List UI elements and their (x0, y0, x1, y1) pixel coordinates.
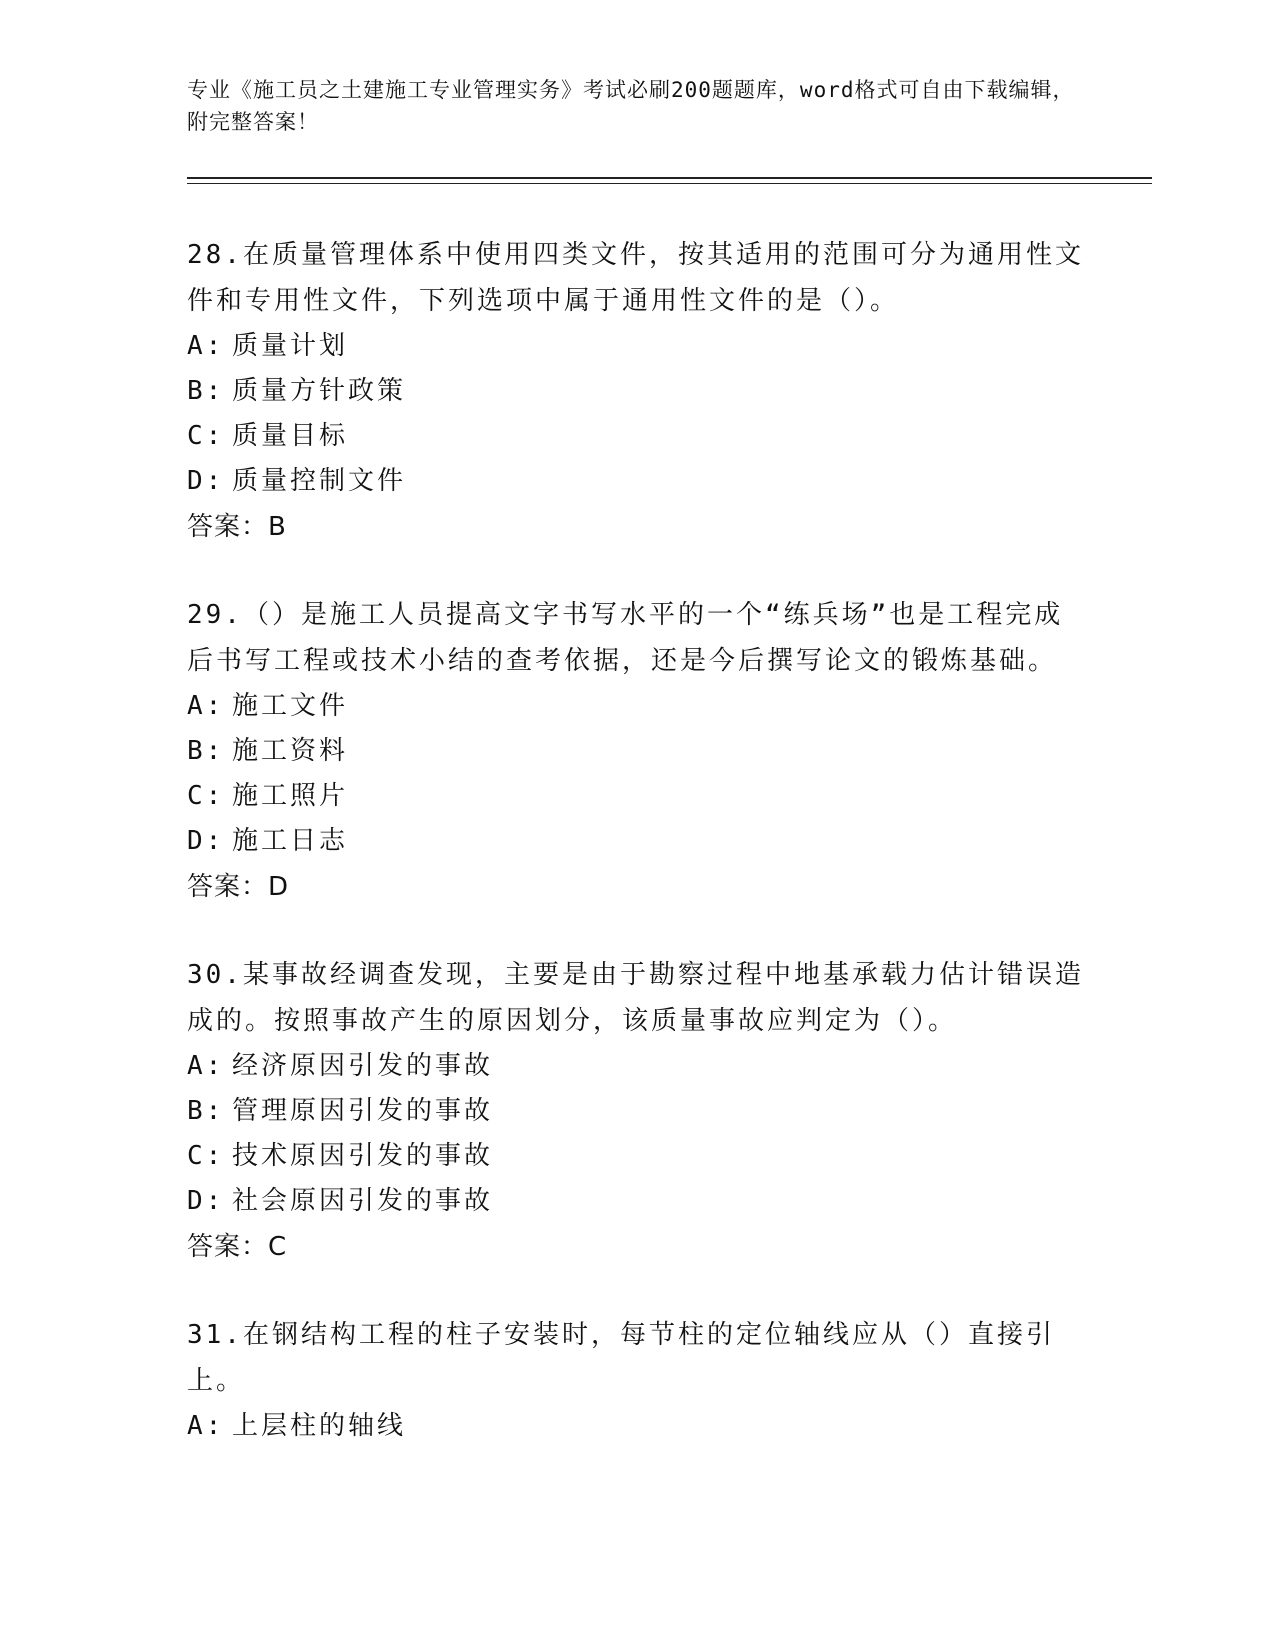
option-letter: D: (187, 1186, 225, 1216)
question-30 (187, 952, 1087, 1270)
option-letter: B: (187, 736, 225, 766)
answer-line: 答案：C (187, 1232, 288, 1262)
header-divider-thick (187, 177, 1152, 179)
option-list (187, 684, 1087, 864)
option-letter: C: (187, 1141, 225, 1171)
option-text: 质量目标 (232, 421, 349, 451)
option-a (187, 1044, 1087, 1089)
option-text: 管理原因引发的事故 (232, 1096, 494, 1126)
answer-line: 答案：D (187, 872, 290, 902)
question-stem: 30.某事故经调查发现，主要是由于勘察过程中地基承载力估计错误造成的。按照事故产生的原因划分，该质量事故应判定为（）。 (187, 960, 1084, 1036)
option-text: 质量计划 (232, 331, 349, 361)
option-letter: A: (187, 1411, 225, 1441)
option-text: 经济原因引发的事故 (232, 1051, 494, 1081)
option-text: 施工文件 (232, 691, 349, 721)
option-a (187, 1404, 1087, 1449)
option-letter: C: (187, 781, 225, 811)
option-c (187, 1134, 1087, 1179)
option-letter: A: (187, 1051, 225, 1081)
option-a (187, 684, 1087, 729)
question-stem: 29.（）是施工人员提高文字书写水平的一个“练兵场”也是工程完成后书写工程或技术小结的查考依据，还是今后撰写论文的锻炼基础。 (187, 600, 1064, 676)
option-letter: B: (187, 376, 225, 406)
option-letter: D: (187, 826, 225, 856)
option-list (187, 1044, 1087, 1224)
option-list (187, 1404, 1087, 1449)
option-d (187, 819, 1087, 864)
question-stem: 31.在钢结构工程的柱子安装时，每节柱的定位轴线应从（）直接引上。 (187, 1320, 1055, 1396)
option-d (187, 1179, 1087, 1224)
option-text: 施工照片 (232, 781, 349, 811)
option-text: 质量控制文件 (232, 466, 407, 496)
option-letter: A: (187, 691, 225, 721)
option-a (187, 324, 1087, 369)
option-text: 社会原因引发的事故 (232, 1186, 494, 1216)
option-text: 施工资料 (232, 736, 349, 766)
document-header: 专业《施工员之土建施工专业管理实务》考试必刷200题题库，word格式可自由下载编辑，附完整答案！ (187, 78, 1075, 134)
option-text: 质量方针政策 (232, 376, 407, 406)
option-letter: A: (187, 331, 225, 361)
question-29 (187, 592, 1087, 910)
option-c (187, 414, 1087, 459)
option-text: 技术原因引发的事故 (232, 1141, 494, 1171)
question-28 (187, 232, 1087, 550)
option-c (187, 774, 1087, 819)
option-list (187, 324, 1087, 504)
option-b (187, 1089, 1087, 1134)
option-letter: C: (187, 421, 225, 451)
question-stem: 28.在质量管理体系中使用四类文件，按其适用的范围可分为通用性文件和专用性文件，下列选项中属于通用性文件的是（）。 (187, 240, 1084, 316)
option-letter: B: (187, 1096, 225, 1126)
answer-line: 答案：B (187, 512, 287, 542)
option-text: 上层柱的轴线 (232, 1411, 407, 1441)
question-list (187, 232, 1087, 1491)
option-b (187, 369, 1087, 414)
option-d (187, 459, 1087, 504)
option-b (187, 729, 1087, 774)
header-divider-thin (187, 183, 1152, 184)
option-text: 施工日志 (232, 826, 349, 856)
option-letter: D: (187, 466, 225, 496)
question-31 (187, 1312, 1087, 1449)
